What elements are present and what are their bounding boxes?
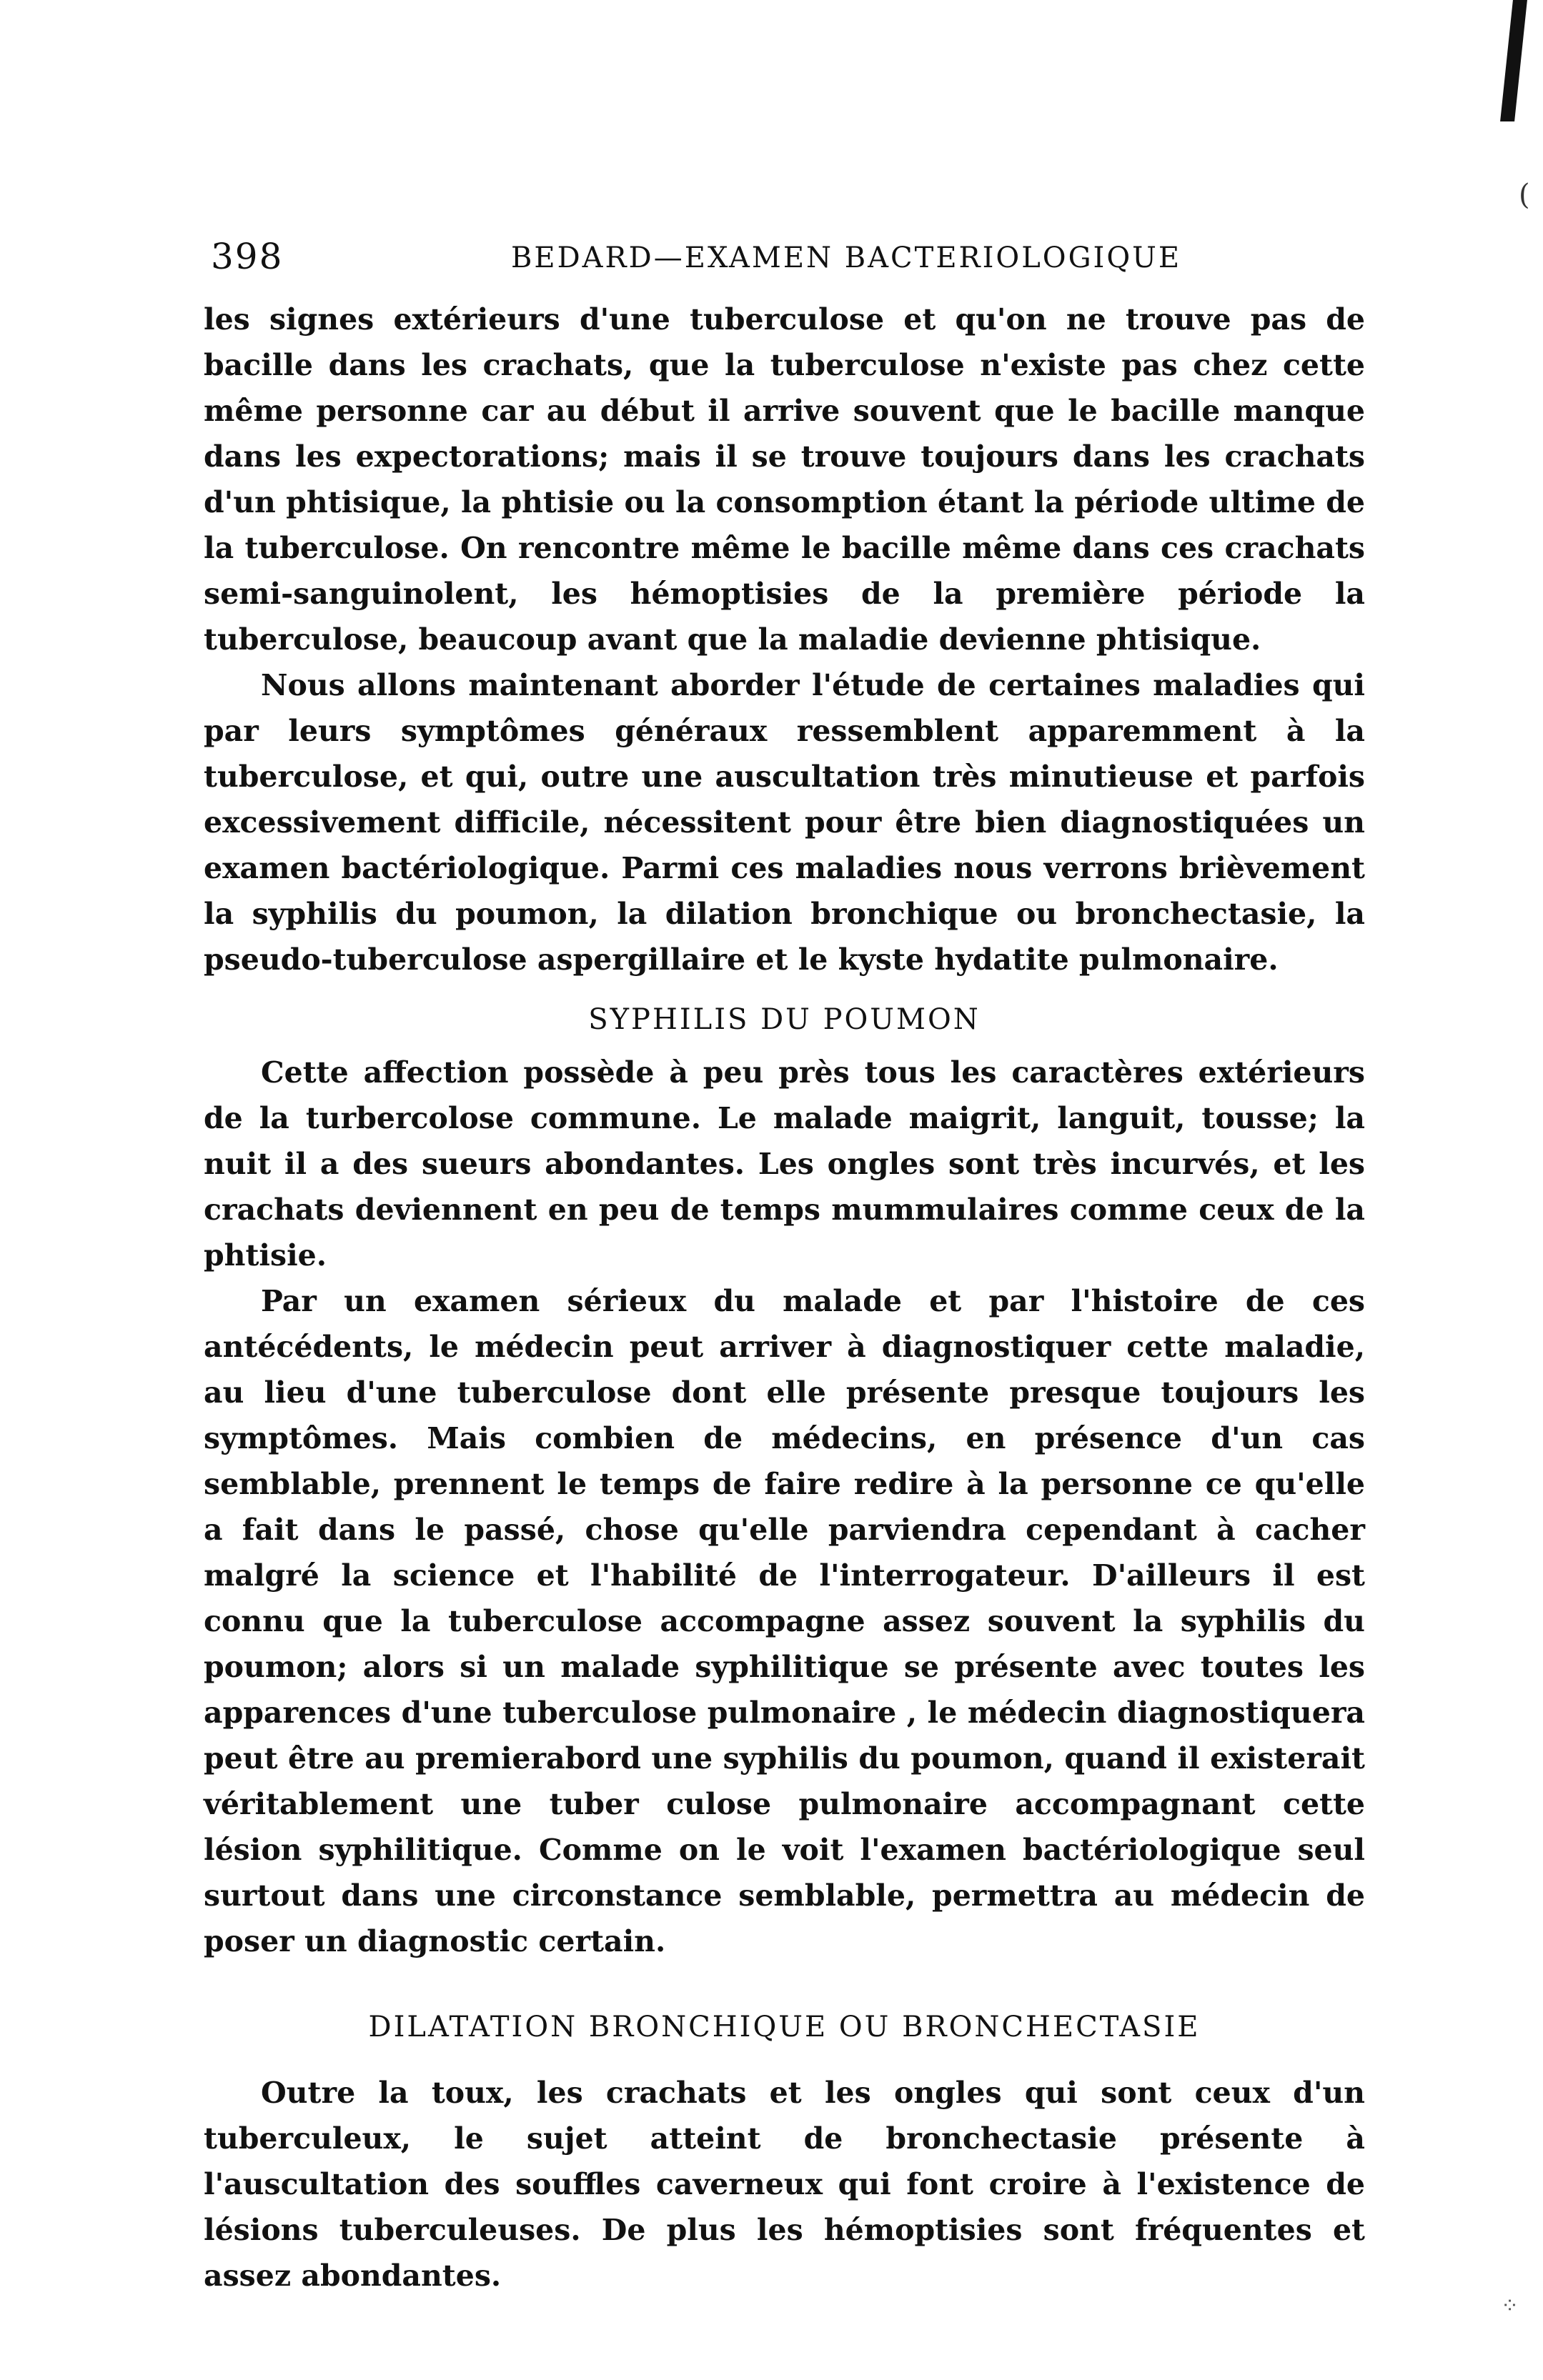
scan-corner-speck: ⁘: [1501, 2294, 1519, 2319]
section-heading-syphilis: SYPHILIS DU POUMON: [588, 1003, 981, 1036]
body-text: [204, 297, 1365, 2299]
page-number: 398: [211, 236, 284, 277]
running-title: BEDARD—EXAMEN BACTERIOLOGIQUE: [511, 242, 1182, 274]
section-heading-bronchectasie: DILATATION BRONCHIQUE OU BRONCHECTASIE: [368, 2011, 1201, 2043]
scan-margin-speck: (: [1519, 179, 1530, 211]
paragraph-intro-diseases: Nous allons maintenant aborder l'étude de certaines maladies qui par leurs symptômes généraux ressemblent apparemment à la tuberculose, et qui, outre une auscultation très minutieuse et parfois excessivement difficile, nécessitent pour être bien diagnostiquées un examen bactériologique. Parmi ces maladies nous verrons brièvement la syphilis du poumon, la dilation bronchique ou bronchectasie, la pseudo-tuberculose aspergillaire et le kyste hydatite pulmonaire.: [204, 668, 1365, 977]
running-head: [211, 236, 1283, 286]
paragraph-continued: les signes extérieurs d'une tuberculose et qu'on ne trouve pas de bacille dans les crachats, que la tuberculose n'existe pas chez cette même personne car au début il arrive souvent que le bacille manque dans les expectorations; mais il se trouve toujours dans les crachats d'un phtisique, la phtisie ou la consomption étant la période ultime de la tuberculose. On rencontre même le bacille même dans ces crachats semi-sanguinolent, les hémoptisies de la première période la tuberculose, beaucoup avant que la maladie devienne phtisique.: [204, 302, 1365, 657]
paragraph-bronchectasie: Outre la toux, les crachats et les ongles qui sont ceux d'un tuberculeux, le sujet atteint de bronchectasie présente à l'auscultation des souffles caverneux qui font croire à l'existence de lésions tuberculeuses. De plus les hémoptisies sont fréquentes et assez abondantes.: [204, 2076, 1365, 2293]
scan-edge-mark: [1500, 0, 1527, 121]
paragraph-syphilis-diagnosis: Par un examen sérieux du malade et par l'histoire de ces antécédents, le médecin peut arriver à diagnostiquer cette maladie, au lieu d'une tuberculose dont elle présente presque toujours les symptômes. Mais combien de médecins, en présence d'un cas semblable, prennent le temps de faire redire à la personne ce qu'elle a fait dans le passé, chose qu'elle parviendra cependant à cacher malgré la science et l'habilité de l'interrogateur. D'ailleurs il est connu que la tuberculose accompagne assez souvent la syphilis du poumon; alors si un malade syphilitique se présente avec toutes les apparences d'une tuberculose pulmonaire , le médecin diagnostiquera peut être au premierabord une syphilis du poumon, quand il existerait véritablement une tuber culose pulmonaire accompagnant cette lésion syphilitique. Comme on le voit l'examen bactériologique seul surtout dans une circonstance semblable, permettra au médecin de poser un diagnostic certain.: [204, 1284, 1365, 1958]
paragraph-syphilis-description: Cette affection possède à peu près tous les caractères extérieurs de la turbercolose commune. Le malade maigrit, languit, tousse; la nuit il a des sueurs abondantes. Les ongles sont très incurvés, et les crachats deviennent en peu de temps mummulaires comme ceux de la phtisie.: [204, 1055, 1365, 1273]
